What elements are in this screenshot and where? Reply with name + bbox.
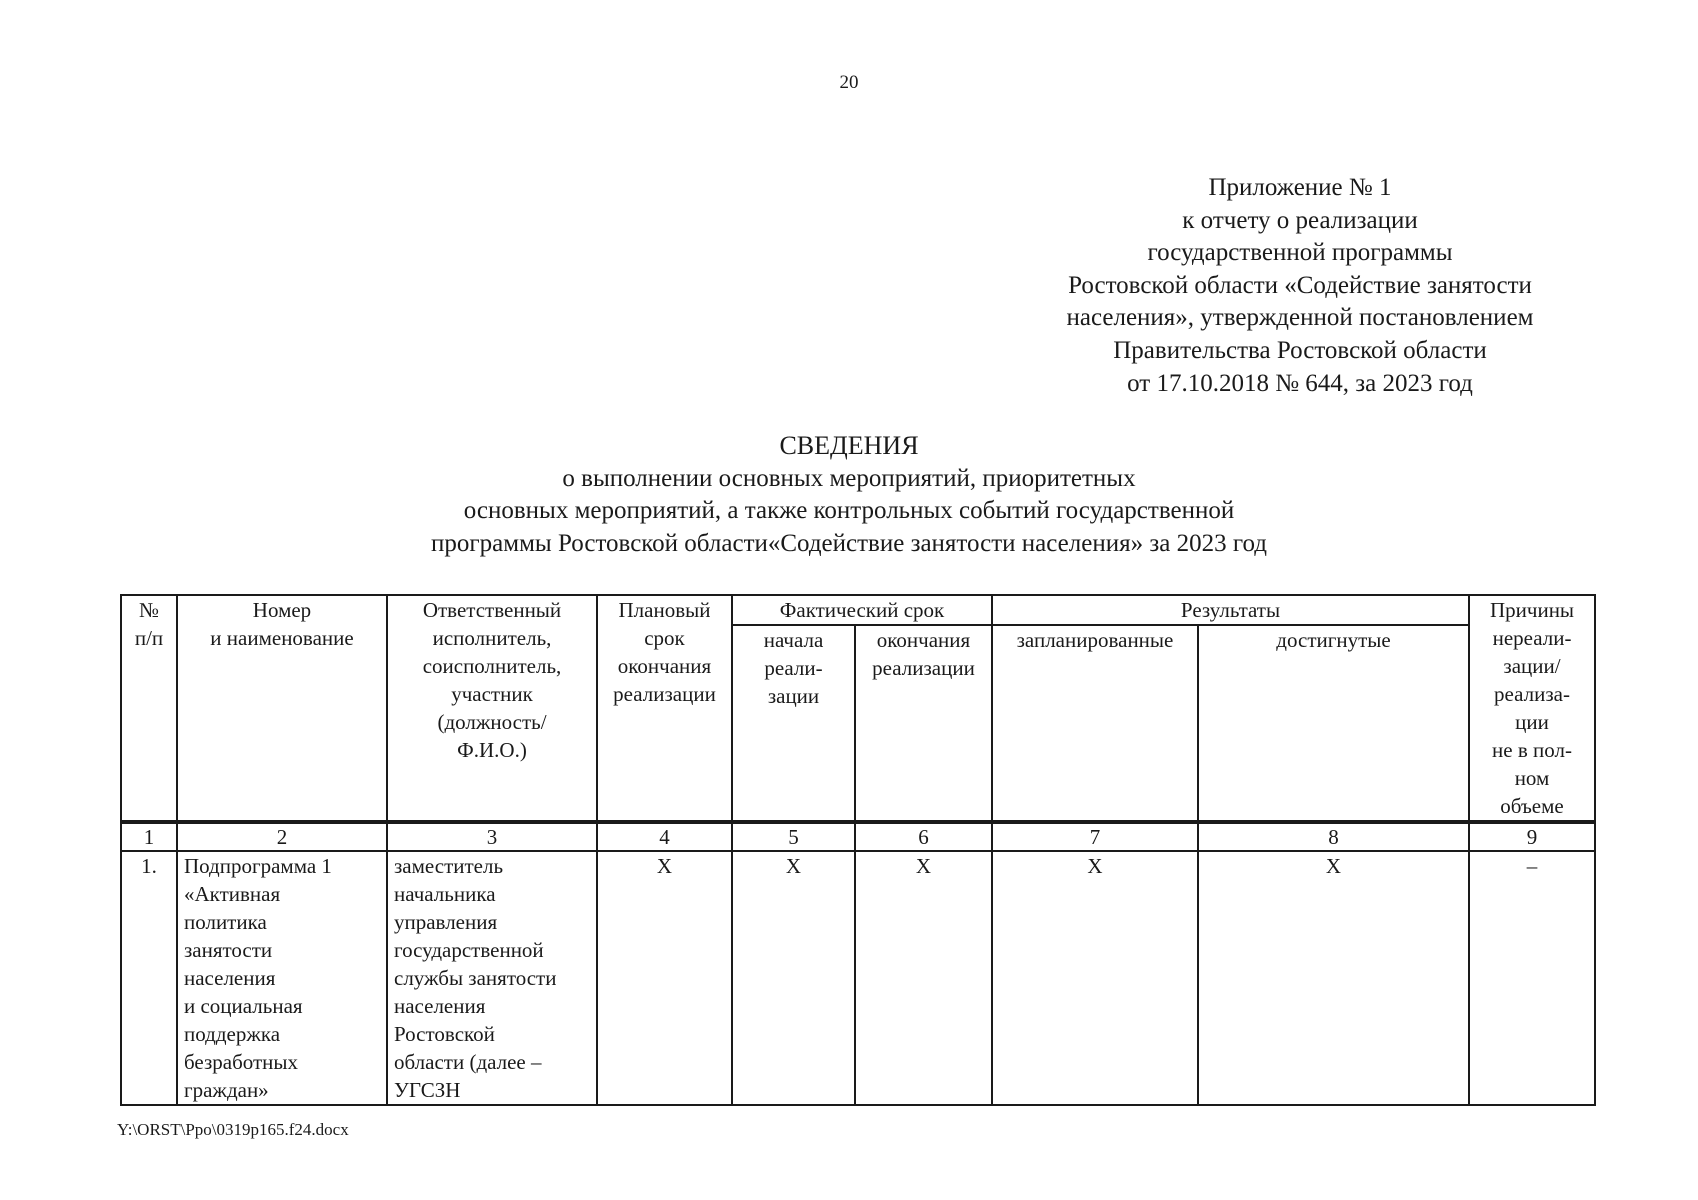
actual-end-cell: Х — [855, 851, 992, 1105]
document-subtitle-line: о выполнении основных мероприятий, приоритетных — [562, 464, 1136, 492]
column-number-row — [121, 822, 1595, 851]
column-number: 8 — [1198, 822, 1469, 851]
page-number: 20 — [839, 72, 859, 93]
column-number: 2 — [177, 822, 387, 851]
column-number: 6 — [855, 822, 992, 851]
planned-end-cell: Х — [597, 851, 732, 1105]
appendix-line: от 17.10.2018 № 644, за 2023 год — [1127, 369, 1473, 397]
file-path-footer: Y:\ORST\Ppo\0319p165.f24.docx — [117, 1120, 349, 1139]
header-group-actual-term: Фактический срок — [732, 595, 992, 625]
header-achieved-results: достигнутые — [1198, 625, 1469, 822]
column-number: 1 — [121, 822, 177, 851]
header-actual-start: начала реали- зации — [732, 625, 855, 822]
column-number: 5 — [732, 822, 855, 851]
header-planned-results: запланированные — [992, 625, 1198, 822]
responsible-executor: заместитель начальника управления государственной службы занятости населения Ростовской области (далее – УГСЗН — [387, 851, 597, 1105]
column-number: 4 — [597, 822, 732, 851]
column-number: 3 — [387, 822, 597, 851]
appendix-line: Ростовской области «Содействие занятости — [1068, 271, 1532, 299]
header-reasons: Причины нереали- зации/ реализа- ции не в пол- ном объеме — [1469, 595, 1595, 822]
appendix-line: Правительства Ростовской области — [1113, 336, 1487, 364]
header-number: № п/п — [121, 595, 177, 822]
appendix-block — [1020, 172, 1580, 400]
header-responsible: Ответственный исполнитель, соисполнитель, участник (должность/ Ф.И.О.) — [387, 595, 597, 822]
column-number: 7 — [992, 822, 1198, 851]
column-number: 9 — [1469, 822, 1595, 851]
document-title: СВЕДЕНИЯ — [779, 431, 919, 460]
document-subtitle-line: программы Ростовской области«Содействие занятости населения» за 2023 год — [431, 529, 1267, 557]
header-planned-end: Плановый срок окончания реализации — [597, 595, 732, 822]
appendix-line: государственной программы — [1147, 239, 1453, 267]
header-name: Номер и наименование — [177, 595, 387, 822]
achieved-results-cell: Х — [1198, 851, 1469, 1105]
row-number: 1. — [121, 851, 177, 1105]
header-group-results: Результаты — [992, 595, 1469, 625]
planned-results-cell: Х — [992, 851, 1198, 1105]
header-actual-end: окончания реализации — [855, 625, 992, 822]
document-heading — [0, 430, 1698, 560]
table-row — [121, 851, 1595, 1105]
appendix-line: Приложение № 1 — [1208, 174, 1392, 201]
subprogram-name: Подпрограмма 1 «Активная политика занятости населения и социальная поддержка безработных граждан» — [177, 851, 387, 1105]
document-subtitle-line: основных мероприятий, а также контрольных событий государственной — [463, 497, 1235, 524]
appendix-line: к отчету о реализации — [1182, 206, 1418, 234]
report-table — [120, 594, 1596, 1106]
actual-start-cell: Х — [732, 851, 855, 1105]
reasons-cell: – — [1469, 851, 1595, 1105]
appendix-line: населения», утвержденной постановлением — [1066, 304, 1534, 332]
